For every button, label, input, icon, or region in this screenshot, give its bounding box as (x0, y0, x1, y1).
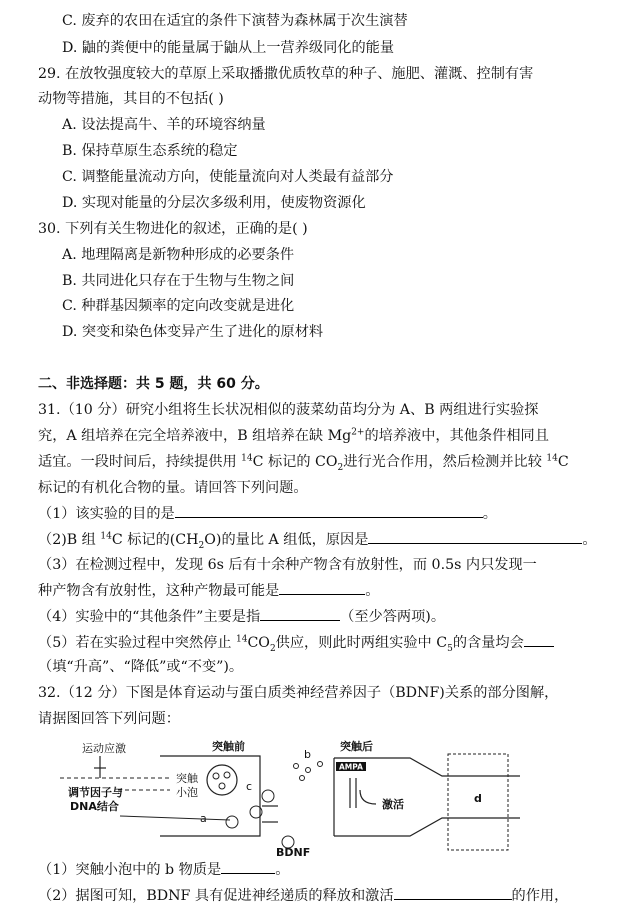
q30-option-a: A. 地理隔离是新物种形成的必要条件 (62, 247, 295, 263)
answer-blank[interactable] (394, 885, 512, 900)
vesicle-dot (213, 773, 219, 779)
section-heading: 二、非选择题：共 5 题，共 60 分。 (38, 376, 269, 392)
arrow-a (120, 816, 230, 820)
label-regulator-2: DNA结合 (70, 800, 119, 813)
bdnf-synapse-diagram (60, 738, 530, 856)
synaptic-vesicle (207, 765, 237, 795)
q29-stem-line1: 29. 在放牧强度较大的草原上采取播撒优质牧草的种子、施肥、灌溉、控制有害 (38, 66, 534, 82)
q30-option-d: D. 突变和染色体变异产生了进化的原材料 (62, 324, 324, 340)
label-ampa: AMPA (339, 762, 363, 772)
label-c: c (246, 780, 253, 793)
label-exercise-stress: 运动应激 (82, 742, 126, 755)
q31-line4: 标记的有机化合物的量。请回答下列问题。 (38, 480, 308, 496)
q31-line2: 究，A 组培养在完全培养液中，B 组培养在缺 $Mg^{2+}$的培养液中，其他条件相同且 (38, 427, 549, 444)
answer-blank[interactable] (221, 859, 275, 874)
presynaptic-outline (160, 756, 260, 836)
q32-line1: 32.（12 分）下图是体育运动与蛋白质类神经营养因子（BDNF)关系的部分图解， (38, 685, 559, 701)
transmitter-dot (306, 768, 311, 773)
label-vesicle-2: 小泡 (176, 786, 198, 799)
answer-blank[interactable] (260, 606, 340, 621)
q29-option-b: B. 保持草原生态系统的稳定 (62, 143, 238, 159)
q31-subq1: （1）该实验的目的是 。 (38, 503, 497, 524)
q31-subq5-line1: （5）若在实验过程中突然停止 $^{14}CO_2$供应，则此时两组实验中 $C_5$的含量均会 (38, 632, 554, 653)
label-postsynaptic: 突触后 (340, 740, 373, 753)
q31-line3: 适宜。一段时间后，持续提供用 $^{14}$C 标记的 $CO_2$进行光合作用，然后检测并比较 $^{14}$C (38, 453, 569, 473)
label-presynaptic: 突触前 (212, 740, 245, 753)
q31-subq3-line2: 种产物含有放射性，这种产物最可能是 。 (38, 580, 379, 601)
q32-line2: 请据图回答下列问题： (38, 711, 180, 727)
answer-blank[interactable] (368, 529, 582, 544)
transmitter-dot (294, 764, 299, 769)
bdnf-vesicle (262, 790, 274, 802)
q30-option-c: C. 种群基因频率的定向改变就是进化 (62, 298, 295, 314)
answer-blank[interactable] (279, 580, 365, 595)
q30-option-b: B. 共同进化只存在于生物与生物之间 (62, 273, 295, 289)
q32-subq2: （2）据图可知，BDNF 具有促进神经递质的释放和激活 的作用， (38, 885, 568, 906)
label-a: a (200, 812, 207, 825)
label-activate: 激活 (382, 798, 404, 811)
q29-option-c: C. 调整能量流动方向，使能量流向对人类最有益部分 (62, 169, 394, 185)
label-d: d (474, 792, 482, 805)
transmitter-dot (300, 776, 305, 781)
q29-option-d: D. 实现对能量的分层次多级利用，使废物资源化 (62, 195, 366, 211)
q29-option-a: A. 设法提高牛、羊的环境容纳量 (62, 117, 266, 133)
q31-subq4: （4）实验中的“其他条件”主要是指 （至少答两项)。 (38, 606, 445, 627)
q31-subq3-line1: （3）在检测过程中，发现 6s 后有十余种产物含有放射性，而 0.5s 内只发现一 (38, 557, 537, 573)
q29-stem-line2: 动物等措施，其目的不包括( ) (38, 91, 224, 107)
activate-arrow (360, 790, 376, 804)
answer-blank[interactable] (175, 503, 483, 518)
q31-subq2: （2)B 组 $^{14}$C 标记的$(CH_2O)$的量比 A 组低，原因是 。 (38, 529, 597, 550)
q28-option-d: D. 鼬的粪便中的能量属于鼬从上一营养级同化的能量 (62, 40, 395, 56)
bdnf-vesicle (226, 816, 238, 828)
q31-subq5-line2: （填“升高”、“降低”或“不变”)。 (38, 659, 244, 675)
transmitter-dot (318, 762, 323, 767)
vesicle-dot (219, 783, 225, 789)
q28-option-c: C. 废弃的农田在适宜的条件下演替为森林属于次生演替 (62, 13, 408, 29)
vesicle-dot (224, 772, 230, 778)
label-regulator-1: 调节因子与 (68, 786, 123, 799)
label-b: b (304, 748, 311, 761)
q32-subq1: （1）突触小泡中的 b 物质是 。 (38, 859, 289, 880)
label-vesicle-1: 突触 (176, 772, 198, 785)
label-bdnf: BDNF (276, 846, 311, 856)
q30-stem: 30. 下列有关生物进化的叙述，正确的是( ) (38, 221, 308, 237)
q31-line1: 31.（10 分）研究小组将生长状况相似的菠菜幼苗均分为 A、B 两组进行实验探 (38, 402, 539, 418)
answer-blank[interactable] (524, 632, 554, 647)
